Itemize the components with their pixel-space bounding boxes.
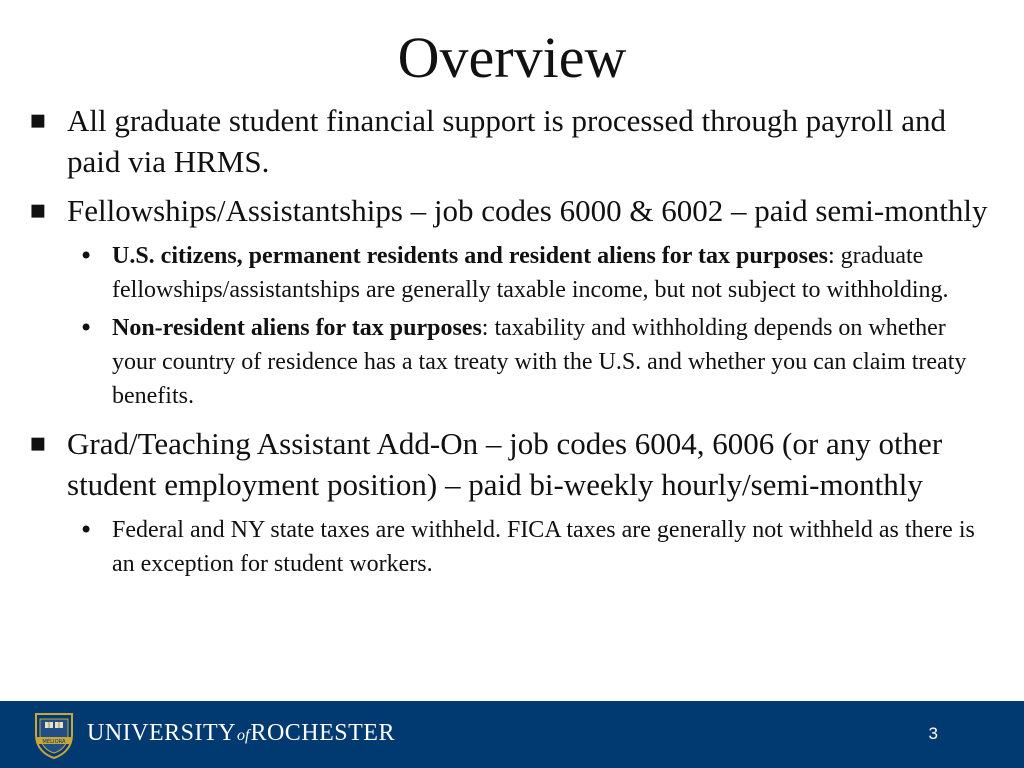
slide-title: Overview [397, 25, 627, 90]
sub-bullet-bold-text: U.S. citizens, permanent residents and resident aliens for tax purposes [112, 243, 829, 269]
square-bullet-icon: ▪ [29, 428, 47, 458]
sub-bullet-text: : graduate fellowships/assistantships are generally taxable income, but not subject to withholding. [112, 243, 949, 303]
wordmark-of: of [237, 727, 250, 744]
wordmark-university: UNIVERSITY [87, 720, 236, 746]
sub-bullet-bold-text: Non-resident aliens for tax purposes [112, 315, 482, 341]
square-bullet-icon: ▪ [29, 195, 47, 225]
bullet-text: Fellowships/Assistantships – job codes 6000 & 6002 – paid semi-monthly [67, 193, 988, 228]
square-bullet-icon: ▪ [29, 105, 47, 135]
bullet-item [28, 190, 994, 231]
bullet-text: All graduate student financial support is processed through payroll and paid via HRMS. [67, 103, 946, 179]
sub-bullet-item [28, 311, 994, 413]
sub-bullet-item [28, 239, 994, 307]
wordmark-rochester: ROCHESTER [250, 720, 395, 746]
seal-motto: MELIORA [42, 739, 66, 745]
bullet-item [28, 100, 994, 182]
sub-bullet-item [28, 513, 994, 581]
round-bullet-icon: • [79, 314, 94, 342]
sub-bullet-text: Federal and NY state taxes are withheld. FICA taxes are generally not withheld as there is an exception for student workers. [112, 517, 975, 577]
footer-bar [0, 701, 1024, 768]
sub-bullet-text: : taxability and withholding depends on whether your country of residence has a tax treaty with the U.S. and whether you can claim treaty benefits. [112, 315, 967, 409]
round-bullet-icon: • [79, 242, 94, 270]
university-seal-icon [32, 711, 76, 759]
university-wordmark [87, 718, 395, 751]
round-bullet-icon: • [79, 516, 94, 544]
bullet-text: Grad/Teaching Assistant Add-On – job codes 6004, 6006 (or any other student employment position) – paid bi-weekly hourly/semi-monthly [67, 426, 943, 502]
page-number: 3 [928, 724, 938, 743]
bullet-item [28, 423, 994, 505]
slide-content [28, 100, 994, 585]
